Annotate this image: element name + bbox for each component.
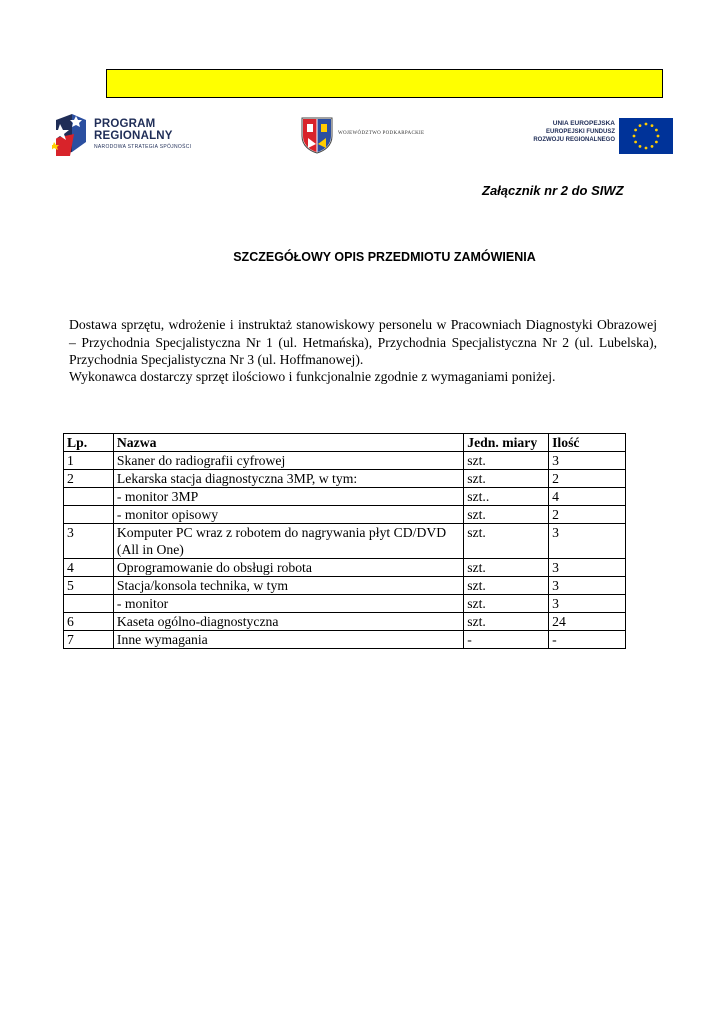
cell-qty: 4: [549, 488, 626, 506]
intro-line-2: Wykonawca dostarczy sprzęt ilościowo i funkcjonalnie zgodnie z wymaganiami poniżej.: [69, 369, 556, 384]
cell-unit: szt.: [464, 577, 549, 595]
eu-flag-icon: [619, 118, 673, 154]
eu-logo-line2: EUROPEJSKI FUNDUSZ: [545, 129, 615, 135]
cell-name: Kaseta ogólno-diagnostyczna: [113, 613, 463, 631]
table-row: [64, 506, 626, 524]
cell-lp: 1: [64, 452, 114, 470]
cell-lp: [64, 595, 114, 613]
eu-logo-line1: UNIA EUROPEJSKA: [552, 120, 615, 127]
eu-star-icon: [645, 147, 648, 150]
cell-unit: szt..: [464, 488, 549, 506]
cell-lp: [64, 506, 114, 524]
cell-qty: 3: [549, 577, 626, 595]
table-row: [64, 488, 626, 506]
cell-lp: 2: [64, 470, 114, 488]
eu-star-icon: [634, 129, 637, 132]
cell-unit: szt.: [464, 470, 549, 488]
cell-unit: szt.: [464, 524, 549, 559]
eu-star-icon: [639, 124, 642, 127]
cell-qty: 24: [549, 613, 626, 631]
cell-name: Oprogramowanie do obsługi robota: [113, 559, 463, 577]
document-title: SZCZEGÓŁOWY OPIS PRZEDMIOTU ZAMÓWIENIA: [233, 250, 536, 264]
cell-lp: 5: [64, 577, 114, 595]
table-header-row: [64, 434, 626, 452]
cell-unit: szt.: [464, 613, 549, 631]
table-row: [64, 524, 626, 559]
cell-unit: szt.: [464, 506, 549, 524]
cell-lp: 4: [64, 559, 114, 577]
table-row: [64, 559, 626, 577]
eu-star-icon: [645, 123, 648, 126]
coat-of-arms-icon: [300, 116, 334, 154]
eu-star-icon: [633, 135, 636, 138]
intro-paragraph: Dostawa sprzętu, wdrożenie i instruktaż stanowiskowy personelu w Pracowniach Diagnostyki Obrazowej – Przychodnia Specjalistyczna Nr 1 (ul. Hetmańska), Przychodnia Specjalistyczna Nr 2 (ul. Lubelska), Przychodnia Specjalistyczna Nr 3 (ul. Hoffmanowej).: [69, 317, 657, 367]
program-logo-line3: NARODOWA STRATEGIA SPÓJNOŚCI: [94, 144, 192, 150]
eu-star-icon: [655, 129, 658, 132]
eu-logo: [500, 117, 675, 157]
cell-qty: 2: [549, 470, 626, 488]
cell-unit: szt.: [464, 595, 549, 613]
eu-logo-line3: ROZWOJU REGIONALNEGO: [533, 137, 615, 143]
eu-star-icon: [651, 124, 654, 127]
cell-qty: -: [549, 631, 626, 649]
cell-name: - monitor opisowy: [113, 506, 463, 524]
header-unit: Jedn. miary: [464, 434, 549, 452]
cell-name: Lekarska stacja diagnostyczna 3MP, w tym:: [113, 470, 463, 488]
eu-star-icon: [657, 135, 660, 138]
cell-name: Stacja/konsola technika, w tym: [113, 577, 463, 595]
cell-name: Komputer PC wraz z robotem do nagrywania płyt CD/DVD (All in One): [113, 524, 463, 559]
eu-star-icon: [639, 145, 642, 148]
table-row: [64, 452, 626, 470]
cell-unit: szt.: [464, 559, 549, 577]
cell-lp: 6: [64, 613, 114, 631]
header-qty: Ilość: [549, 434, 626, 452]
program-logo-line2: REGIONALNY: [94, 130, 173, 142]
cell-unit: szt.: [464, 452, 549, 470]
cell-name: Inne wymagania: [113, 631, 463, 649]
cell-qty: 3: [549, 595, 626, 613]
header-lp: Lp.: [64, 434, 114, 452]
cell-name: - monitor: [113, 595, 463, 613]
annex-label: Załącznik nr 2 do SIWZ: [482, 183, 624, 198]
cell-qty: 3: [549, 524, 626, 559]
cell-lp: 7: [64, 631, 114, 649]
header-name: Nazwa: [113, 434, 463, 452]
table-row: [64, 595, 626, 613]
cell-qty: 3: [549, 452, 626, 470]
cell-name: Skaner do radiografii cyfrowej: [113, 452, 463, 470]
cell-name: - monitor 3MP: [113, 488, 463, 506]
eu-star-icon: [655, 141, 658, 144]
wojewodztwo-podkarpackie-logo: [300, 116, 460, 156]
table-row: [64, 470, 626, 488]
items-table: [63, 433, 626, 649]
table-row: [64, 631, 626, 649]
table-row: [64, 577, 626, 595]
program-regionalny-emblem-icon: [52, 112, 90, 158]
region-logo-text: WOJEWÓDZTWO PODKARPACKIE: [338, 131, 425, 136]
cell-qty: 2: [549, 506, 626, 524]
eu-star-icon: [651, 145, 654, 148]
program-logo-line1: PROGRAM: [94, 118, 156, 130]
cell-unit: -: [464, 631, 549, 649]
table-row: [64, 613, 626, 631]
cell-lp: 3: [64, 524, 114, 559]
cell-qty: 3: [549, 559, 626, 577]
cell-lp: [64, 488, 114, 506]
eu-star-icon: [634, 141, 637, 144]
program-regionalny-logo: [52, 110, 212, 160]
highlight-bar: [106, 69, 663, 98]
